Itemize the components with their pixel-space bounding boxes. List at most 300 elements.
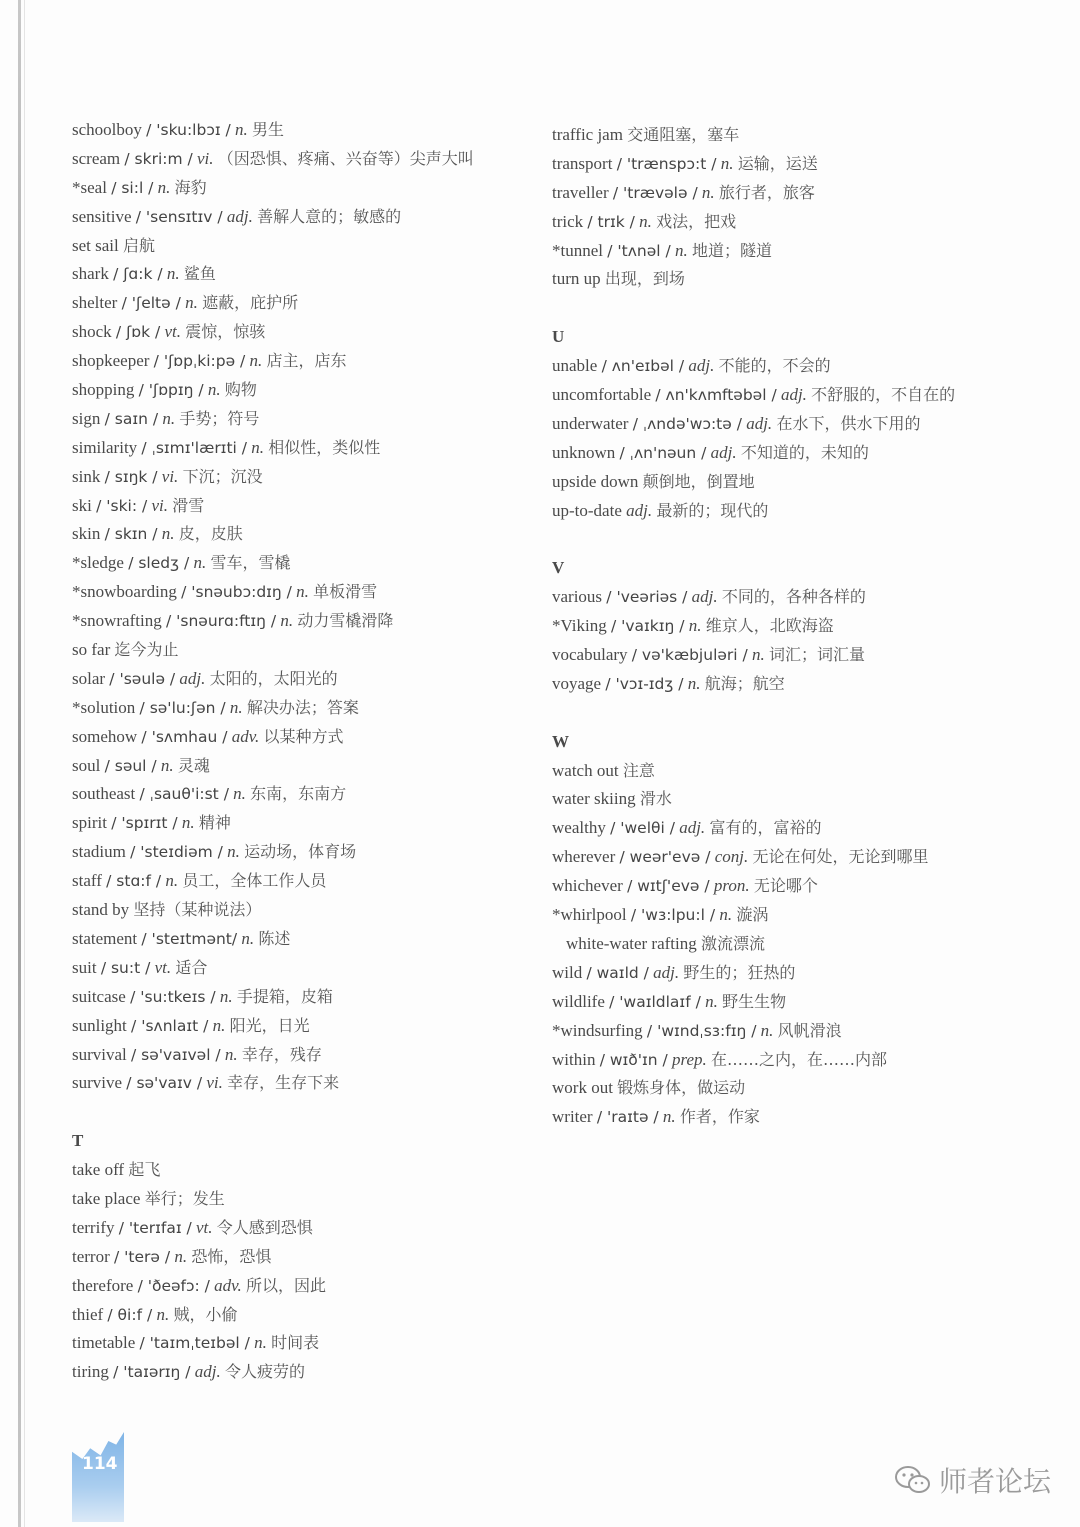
vocab-entry: [552, 670, 1032, 699]
vocab-entry: [552, 179, 1032, 208]
part-of-speech: adj.: [710, 442, 737, 462]
vocab-entry: [552, 901, 1032, 930]
vocab-entry: [552, 785, 1032, 814]
vocab-entry: [72, 1012, 542, 1041]
vocab-entry: [72, 1243, 542, 1272]
chinese-definition: 幸存，生存下来: [227, 1073, 340, 1093]
blank-line: [552, 525, 1032, 554]
vocab-entry: [72, 1185, 542, 1214]
vocab-entry: [72, 780, 542, 809]
chinese-definition: 迄今为止: [114, 640, 179, 660]
section-letter: T: [72, 1131, 84, 1151]
headword: so far: [72, 640, 111, 660]
phonetic: / ˌsɪmɪ'lærɪti /: [141, 438, 247, 457]
phonetic: / saɪn /: [104, 409, 159, 428]
headword: statement: [72, 928, 138, 948]
headword: *Viking: [552, 616, 607, 636]
headword: various: [552, 587, 603, 607]
chinese-definition: 富有的，富裕的: [709, 818, 822, 838]
headword: trick: [552, 211, 584, 231]
part-of-speech: vt.: [154, 957, 172, 977]
part-of-speech: n.: [156, 1304, 170, 1324]
phonetic: / 'sʌnlaɪt /: [131, 1016, 209, 1035]
phonetic: / 'ʃɒpˌki:pə /: [153, 352, 246, 371]
watermark-text: 师者论坛: [939, 1465, 1052, 1498]
chinese-definition: 手提箱，皮箱: [236, 986, 333, 1006]
part-of-speech: vt.: [164, 322, 182, 342]
left-column: [72, 116, 542, 1387]
vocab-entry: [552, 150, 1032, 179]
part-of-speech: n.: [760, 1020, 774, 1040]
watermark: [893, 1460, 1051, 1500]
vocab-entry: [72, 145, 542, 174]
blank-line: [72, 1098, 542, 1127]
headword: somehow: [72, 726, 138, 746]
chinese-definition: 不知道的，未知的: [740, 442, 869, 462]
part-of-speech: n.: [280, 611, 294, 631]
headword: suitcase: [72, 986, 126, 1006]
part-of-speech: adj.: [194, 1362, 221, 1382]
phonetic: / 'snəubɔ:dɪŋ /: [181, 583, 292, 602]
part-of-speech: n.: [160, 755, 174, 775]
headword: take off: [72, 1160, 125, 1180]
chinese-definition: 在水下，供水下用的: [776, 413, 921, 433]
right-column: [552, 121, 1032, 1132]
vocab-entry: [552, 381, 1032, 410]
part-of-speech: adj.: [626, 500, 653, 520]
headword: work out: [552, 1078, 613, 1098]
phonetic: / 'wɪndˌsɜ:fɪŋ /: [646, 1021, 757, 1040]
headword: watch out: [552, 760, 619, 780]
chinese-definition: 最新的；现代的: [656, 500, 769, 520]
phonetic: / waɪld /: [586, 963, 649, 982]
headword: terror: [72, 1246, 110, 1266]
headword: therefore: [72, 1275, 134, 1295]
phonetic: / və'kæbjuləri /: [631, 646, 748, 665]
phonetic: / 'waɪldlaɪf /: [609, 992, 701, 1011]
scan-binding-edge: [18, 0, 21, 1527]
headword: within: [552, 1049, 596, 1069]
vocab-entry: [72, 492, 542, 521]
part-of-speech: adj.: [653, 962, 680, 982]
chinese-definition: 男生: [252, 120, 285, 139]
headword: *windsurfing: [552, 1020, 643, 1040]
phonetic: / ʃɑ:k /: [113, 265, 163, 284]
headword: voyage: [552, 673, 602, 693]
chinese-definition: 贼，小偷: [173, 1304, 238, 1324]
headword: spirit: [72, 813, 107, 833]
chinese-definition: 东南，东南方: [250, 784, 347, 804]
phonetic: / skɪn /: [104, 525, 158, 544]
chinese-definition: 鲨鱼: [183, 264, 216, 284]
phonetic: / 'su:tkeɪs /: [130, 987, 216, 1006]
vocab-entry: [552, 641, 1032, 670]
chinese-definition: 幸存，残存: [241, 1044, 322, 1064]
chinese-definition: 皮，皮肤: [178, 524, 243, 544]
vocab-entry: [552, 410, 1032, 439]
headword: underwater: [552, 413, 629, 433]
phonetic: / 'welθi /: [610, 819, 675, 838]
blank-line: [552, 699, 1032, 728]
chinese-definition: 不同的，各种各样的: [721, 587, 866, 607]
chinese-definition: 遮蔽，庇护所: [202, 293, 299, 313]
headword: whichever: [552, 876, 623, 896]
chinese-definition: 交通阻塞，塞车: [627, 125, 740, 144]
chinese-definition: 起飞: [128, 1160, 161, 1180]
part-of-speech: n.: [157, 177, 171, 197]
vocab-entry: [72, 1156, 542, 1185]
part-of-speech: adj.: [688, 356, 715, 376]
vocab-entry: [72, 463, 542, 492]
part-of-speech: adj.: [179, 668, 206, 688]
phonetic: / ˌʌndə'wɔ:tə /: [632, 414, 742, 433]
headword: wild: [552, 962, 583, 982]
chinese-definition: 运动场，体育场: [244, 842, 357, 862]
headword: take place: [72, 1188, 141, 1208]
phonetic: / 'ðeəfɔ: /: [137, 1276, 210, 1295]
part-of-speech: n.: [687, 673, 701, 693]
chinese-definition: 戏法，把戏: [656, 211, 737, 231]
part-of-speech: adj.: [780, 385, 807, 405]
phonetic: / 'snəurɑ:ftɪŋ /: [165, 612, 277, 631]
part-of-speech: n.: [296, 582, 309, 602]
headword: sunlight: [72, 1015, 127, 1035]
chinese-definition: 手势；符号: [179, 408, 260, 428]
vocab-entry: [72, 867, 542, 896]
headword: shopkeeper: [72, 351, 150, 371]
headword: survive: [72, 1073, 123, 1093]
chinese-definition: 单板滑雪: [313, 582, 378, 602]
chinese-definition: 野生生物: [722, 991, 787, 1011]
headword: southeast: [72, 784, 136, 804]
vocab-entry: [72, 1301, 542, 1330]
part-of-speech: n.: [688, 616, 702, 636]
phonetic: / wɪð'ɪn /: [599, 1050, 668, 1069]
chinese-definition: 滑雪: [172, 495, 205, 515]
phonetic: / ʌn'kʌmftəbəl /: [655, 386, 777, 405]
part-of-speech: adj.: [679, 818, 706, 838]
chinese-definition: 陈述: [258, 928, 291, 948]
vocab-entry: [72, 376, 542, 405]
phonetic: / 'vɔɪ-ɪdʒ /: [605, 674, 684, 693]
headword: water skiing: [552, 789, 636, 809]
headword: stand by: [72, 900, 130, 920]
vocab-entry: [72, 665, 542, 694]
vocab-entry: [552, 1017, 1032, 1046]
chinese-definition: 恐怖，恐惧: [191, 1246, 272, 1266]
phonetic: / 'ʃɒpɪŋ /: [138, 381, 204, 400]
phonetic: / 'trænspɔ:t /: [616, 154, 717, 173]
chinese-definition: 雪车，雪橇: [210, 553, 291, 573]
part-of-speech: n.: [241, 928, 255, 948]
vocab-entry: [72, 1358, 542, 1387]
headword: traffic jam: [552, 125, 623, 144]
chinese-definition: 不能的，不会的: [718, 356, 831, 376]
headword: terrify: [72, 1217, 115, 1237]
phonetic: / 'terə /: [114, 1247, 171, 1266]
part-of-speech: adj.: [746, 413, 773, 433]
chinese-definition: 坚持（某种说法）: [133, 900, 262, 920]
part-of-speech: n.: [193, 553, 207, 573]
chinese-definition: 下沉；沉没: [182, 466, 263, 486]
headword: scream: [72, 148, 121, 168]
vocab-entry: [552, 121, 1032, 150]
vocab-entry: [72, 578, 542, 607]
chinese-definition: 风帆滑浪: [777, 1020, 842, 1040]
chinese-definition: 旅行者，旅客: [718, 182, 815, 202]
chinese-definition: 锻炼身体，做运动: [617, 1078, 746, 1098]
phonetic: / su:t /: [100, 958, 151, 977]
vocab-entry: [552, 352, 1032, 381]
vocab-entry: [72, 520, 542, 549]
part-of-speech: n.: [674, 240, 688, 260]
headword: sink: [72, 466, 101, 486]
phonetic: / si:l /: [111, 178, 154, 197]
headword: wealthy: [552, 818, 606, 838]
part-of-speech: adv.: [231, 726, 260, 746]
vocab-entry: [552, 843, 1032, 872]
part-of-speech: n.: [752, 645, 765, 665]
chinese-definition: 运输，运送: [737, 153, 818, 173]
chinese-definition: 激流漂流: [701, 933, 766, 953]
vocab-entry: [552, 612, 1032, 641]
vocab-entry: [72, 636, 542, 665]
phonetic: / 'ski: /: [96, 496, 148, 515]
phonetic: / ˌʌn'nəun /: [619, 443, 707, 462]
headword: turn up: [552, 269, 601, 289]
part-of-speech: n.: [254, 1333, 267, 1353]
phonetic: / 'sku:lbɔɪ /: [146, 121, 231, 139]
phonetic: / 'sʌmhau /: [141, 727, 228, 746]
vocab-entry: [72, 232, 542, 261]
part-of-speech: pron.: [713, 876, 750, 896]
chinese-definition: 时间表: [271, 1333, 320, 1353]
headword: *solution: [72, 697, 136, 717]
headword: up-to-date: [552, 500, 622, 520]
part-of-speech: vi.: [206, 1073, 223, 1093]
phonetic: / 'steɪdiəm /: [130, 843, 223, 862]
vocab-entry: [72, 203, 542, 232]
vocab-entry: [72, 549, 542, 578]
phonetic: / 'ʃeltə /: [121, 294, 181, 313]
headword: suit: [72, 957, 97, 977]
part-of-speech: n.: [719, 905, 733, 925]
headword: writer: [552, 1107, 593, 1127]
part-of-speech: n.: [185, 293, 198, 313]
phonetic: / ʌn'eɪbəl /: [601, 357, 685, 376]
part-of-speech: n.: [161, 524, 175, 544]
wechat-icon: [893, 1464, 933, 1496]
chinese-definition: 震惊，惊骇: [185, 322, 266, 342]
headword: *sledge: [72, 553, 124, 573]
phonetic: / 'sensɪtɪv /: [135, 207, 223, 226]
part-of-speech: n.: [639, 211, 652, 231]
part-of-speech: vt.: [196, 1217, 213, 1237]
vocab-entry: [72, 116, 542, 145]
headword: wherever: [552, 847, 616, 867]
part-of-speech: n.: [174, 1246, 188, 1266]
chinese-definition: 灵魂: [177, 755, 210, 775]
vocab-entry: [552, 930, 1032, 959]
phonetic: / 'trævələ /: [612, 183, 698, 202]
headword: *whirlpool: [552, 905, 627, 925]
part-of-speech: n.: [224, 1044, 238, 1064]
headword: shelter: [72, 293, 118, 313]
headword: *snowrafting: [72, 611, 162, 631]
part-of-speech: n.: [165, 871, 179, 891]
vocab-entry: [552, 1103, 1032, 1132]
chinese-definition: 令人感到恐惧: [216, 1217, 313, 1237]
chinese-definition: 颠倒地，倒置地: [642, 471, 755, 491]
vocab-entry: [552, 757, 1032, 786]
headword: set sail: [72, 235, 119, 255]
chinese-definition: 在……之内，在……内部: [711, 1049, 888, 1069]
scan-binding-shadow: [24, 0, 25, 1527]
chinese-definition: 阳光，日光: [229, 1015, 310, 1035]
chinese-definition: 作者，作家: [679, 1107, 760, 1127]
headword: ski: [72, 495, 92, 515]
chinese-definition: 不舒服的，不自在的: [811, 385, 956, 405]
phonetic: / skri:m /: [124, 149, 193, 168]
headword: traveller: [552, 182, 609, 202]
headword: staff: [72, 871, 102, 891]
phonetic: / θi:f /: [107, 1305, 153, 1324]
chinese-definition: 购物: [224, 380, 257, 400]
part-of-speech: n.: [181, 813, 195, 833]
vocab-entry: [72, 809, 542, 838]
chinese-definition: 词汇；词汇量: [769, 645, 866, 665]
part-of-speech: n.: [720, 153, 734, 173]
phonetic: / səul /: [104, 756, 157, 775]
headword: white-water rafting: [566, 933, 697, 953]
part-of-speech: n.: [166, 264, 180, 284]
phonetic: / ʃɒk /: [115, 323, 161, 342]
vocab-entry: [552, 237, 1032, 266]
phonetic: / sə'vaɪvəl /: [131, 1045, 221, 1064]
chinese-definition: 航海；航空: [704, 673, 785, 693]
headword: upside down: [552, 471, 639, 491]
vocab-entry: [552, 583, 1032, 612]
chinese-definition: 无论哪个: [753, 876, 818, 896]
phonetic: / sɪŋk /: [104, 467, 158, 486]
vocab-entry: [72, 983, 542, 1012]
part-of-speech: adj.: [226, 206, 253, 226]
headword: soul: [72, 755, 101, 775]
vocab-entry: [72, 434, 542, 463]
headword: shark: [72, 264, 109, 284]
headword: *seal: [72, 177, 107, 197]
headword: unable: [552, 356, 598, 376]
vocab-entry: [72, 1329, 542, 1358]
phonetic: / wɪtʃ'evə /: [627, 877, 710, 896]
chinese-definition: 注意: [622, 760, 655, 780]
part-of-speech: n.: [705, 991, 718, 1011]
chinese-definition: 店主，店东: [266, 351, 347, 371]
part-of-speech: n.: [662, 1107, 676, 1127]
part-of-speech: prep.: [672, 1049, 707, 1069]
part-of-speech: n.: [219, 986, 233, 1006]
chinese-definition: 启航: [123, 235, 156, 255]
chinese-definition: 以某种方式: [263, 726, 344, 746]
part-of-speech: n.: [207, 380, 221, 400]
chinese-definition: 地道；隧道: [691, 240, 772, 260]
vocab-entry: [552, 468, 1032, 497]
phonetic: / 'vaɪkɪŋ /: [610, 617, 685, 636]
part-of-speech: n.: [251, 437, 264, 457]
vocab-entry: [552, 1046, 1032, 1075]
section-letter: U: [552, 327, 565, 347]
headword: solar: [72, 668, 106, 688]
headword: sign: [72, 408, 101, 428]
vocab-entry: [72, 723, 542, 752]
phonetic: / 'wɜ:lpu:l /: [630, 906, 716, 925]
phonetic: / 'səulə /: [109, 669, 176, 688]
headword: thief: [72, 1304, 104, 1324]
headword: shock: [72, 322, 112, 342]
headword: timetable: [72, 1333, 136, 1353]
vocab-entry: [72, 838, 542, 867]
part-of-speech: adj.: [691, 587, 718, 607]
vocab-entry: [72, 405, 542, 434]
phonetic: / sə'lu:ʃən /: [139, 698, 226, 717]
part-of-speech: vi.: [151, 495, 169, 515]
headword: *tunnel: [552, 240, 603, 260]
headword: skin: [72, 524, 101, 544]
vocab-entry: [72, 752, 542, 781]
part-of-speech: n.: [227, 842, 240, 862]
chinese-definition: 漩涡: [736, 905, 769, 925]
part-of-speech: n.: [701, 182, 715, 202]
part-of-speech: n.: [249, 351, 263, 371]
chinese-definition: 动力雪橇滑降: [297, 611, 394, 631]
section-letter: V: [552, 558, 565, 578]
vocab-entry: [72, 289, 542, 318]
phonetic: / sledʒ /: [128, 554, 190, 573]
vocab-entry: [72, 347, 542, 376]
vocab-entry: [72, 925, 542, 954]
vocab-entry: [552, 1074, 1032, 1103]
section-letter: W: [552, 731, 569, 751]
chinese-definition: 举行；发生: [144, 1188, 225, 1208]
part-of-speech: n.: [212, 1015, 226, 1035]
headword: survival: [72, 1044, 127, 1064]
vocab-entry: [72, 896, 542, 925]
vocab-entry: [552, 439, 1032, 468]
phonetic: / weər'evə /: [619, 848, 711, 867]
page-number-tab: [72, 1432, 124, 1522]
chinese-definition: 适合: [175, 957, 208, 977]
chinese-definition: 相似性，类似性: [268, 437, 381, 457]
part-of-speech: conj.: [714, 847, 749, 867]
vocab-entry: [552, 988, 1032, 1017]
chinese-definition: 员工，全体工作人员: [182, 871, 327, 891]
chinese-definition: 海豹: [174, 177, 207, 197]
vocab-entry: [72, 318, 542, 347]
vocab-entry: [72, 607, 542, 636]
chinese-definition: 维京人，北欧海盗: [705, 616, 834, 636]
part-of-speech: n.: [235, 120, 248, 139]
phonetic: / ˌsauθ'i:st /: [139, 785, 229, 804]
headword: vocabulary: [552, 645, 628, 665]
chinese-definition: 令人疲劳的: [224, 1362, 305, 1382]
part-of-speech: n.: [162, 408, 176, 428]
vocab-entry: [552, 959, 1032, 988]
chinese-definition: 解决办法；答案: [246, 697, 359, 717]
headword: stadium: [72, 842, 126, 862]
vocab-entry: [552, 265, 1032, 294]
chinese-definition: 滑水: [639, 789, 672, 809]
part-of-speech: n.: [233, 784, 246, 804]
